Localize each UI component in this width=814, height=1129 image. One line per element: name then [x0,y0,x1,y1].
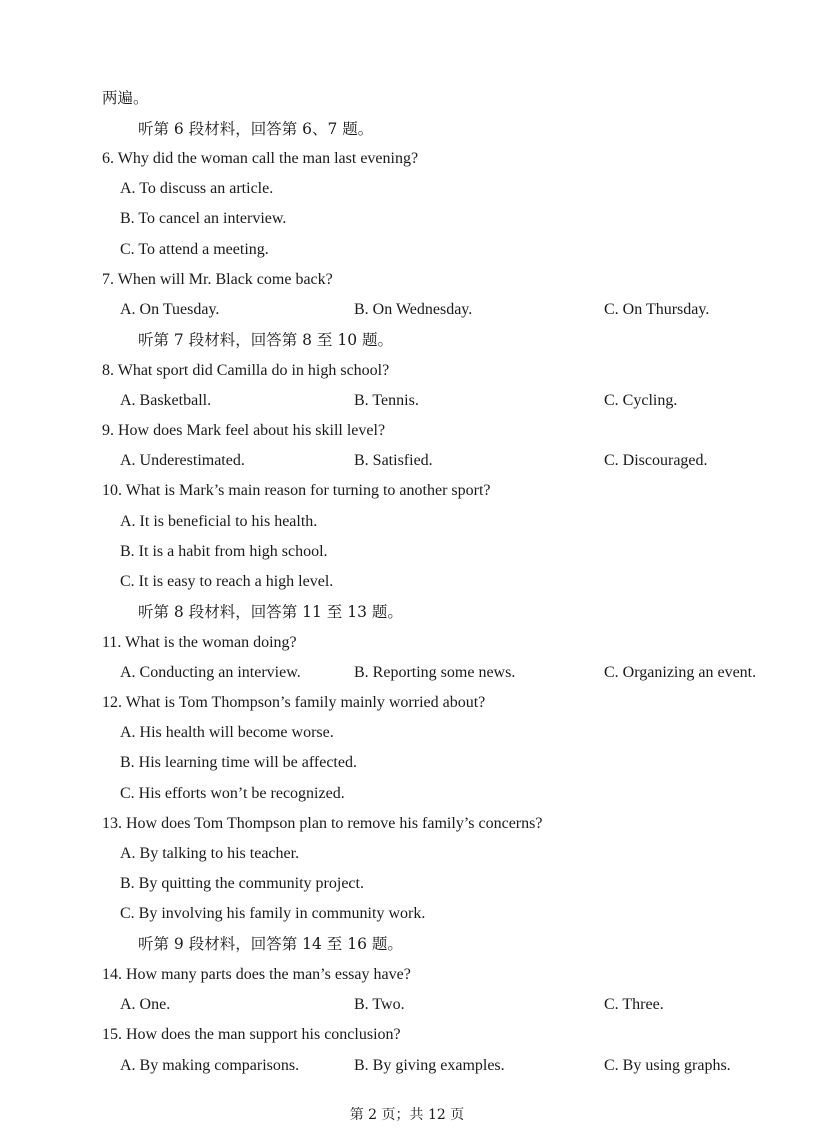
question-11-option-b: B. Reporting some news. [354,664,516,681]
question-13-stem: 13. How does Tom Thompson plan to remove his family’s concerns? [102,815,543,832]
question-11-option-c: C. Organizing an event. [604,664,757,681]
question-13-option-a: A. By talking to his teacher. [120,845,300,862]
question-10-option-a: A. It is beneficial to his health. [120,513,318,530]
question-8-option-b: B. Tennis. [354,392,419,409]
question-9-option-b: B. Satisfied. [354,452,433,469]
question-15-option-b: B. By giving examples. [354,1057,505,1074]
section-heading-6: 听第 6 段材料，回答第 6、7 题。 [138,120,374,138]
question-9-option-a: A. Underestimated. [120,452,245,469]
question-12-stem: 12. What is Tom Thompson’s family mainly worried about? [102,694,486,711]
question-11-stem: 11. What is the woman doing? [102,634,297,651]
question-8-option-c: C. Cycling. [604,392,678,409]
question-9-option-c: C. Discouraged. [604,452,708,469]
question-7-stem: 7. When will Mr. Black come back? [102,271,333,288]
continued-text: 两遍。 [102,89,149,107]
page-footer: 第 2 页；共 12 页 [349,1107,465,1123]
section-heading-7: 听第 7 段材料，回答第 8 至 10 题。 [138,331,394,349]
question-7-option-c: C. On Thursday. [604,301,710,318]
question-6-option-c: C. To attend a meeting. [120,241,269,258]
question-6-stem: 6. Why did the woman call the man last evening? [102,150,419,167]
question-11-option-a: A. Conducting an interview. [120,664,301,681]
question-10-stem: 10. What is Mark’s main reason for turning to another sport? [102,482,491,499]
question-14-option-a: A. One. [120,996,171,1013]
question-7-option-b: B. On Wednesday. [354,301,473,318]
question-12-option-c: C. His efforts won’t be recognized. [120,785,345,802]
question-12-option-a: A. His health will become worse. [120,724,334,741]
question-12-option-b: B. His learning time will be affected. [120,754,357,771]
question-10-option-b: B. It is a habit from high school. [120,543,328,560]
question-13-option-b: B. By quitting the community project. [120,875,364,892]
question-6-option-a: A. To discuss an article. [120,180,274,197]
question-13-option-c: C. By involving his family in community work. [120,905,426,922]
question-14-option-b: B. Two. [354,996,405,1013]
question-6-option-b: B. To cancel an interview. [120,210,287,227]
section-heading-8: 听第 8 段材料，回答第 11 至 13 题。 [138,603,403,621]
question-8-stem: 8. What sport did Camilla do in high school? [102,362,390,379]
section-heading-9: 听第 9 段材料，回答第 14 至 16 题。 [138,935,403,953]
question-14-stem: 14. How many parts does the man’s essay have? [102,966,411,983]
question-15-option-a: A. By making comparisons. [120,1057,300,1074]
question-15-option-c: C. By using graphs. [604,1057,731,1074]
question-8-option-a: A. Basketball. [120,392,212,409]
question-9-stem: 9. How does Mark feel about his skill level? [102,422,386,439]
question-7-option-a: A. On Tuesday. [120,301,220,318]
question-10-option-c: C. It is easy to reach a high level. [120,573,334,590]
question-15-stem: 15. How does the man support his conclusion? [102,1026,401,1043]
question-14-option-c: C. Three. [604,996,664,1013]
